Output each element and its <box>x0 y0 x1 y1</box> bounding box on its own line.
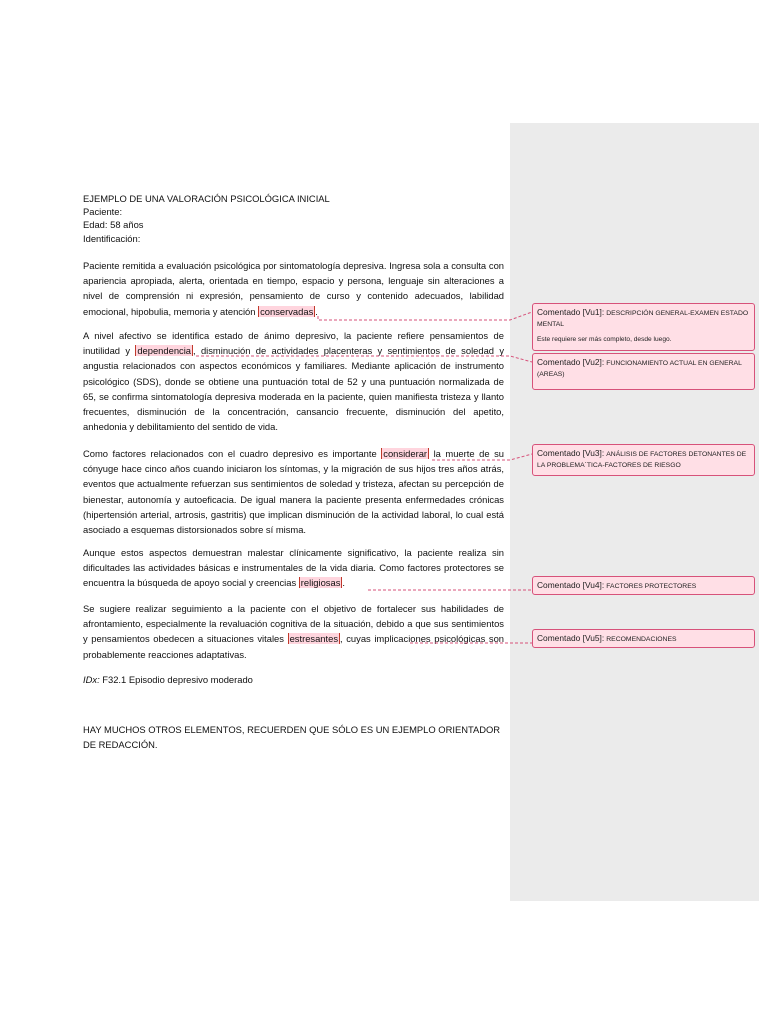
comment-description: FACTORES PROTECTORES <box>606 583 697 590</box>
paragraph-text: Se sugiere realizar seguimiento a la paciente con el objetivo de fortalecer sus habilidades de afrontamiento, especialmente la revaluación cognitiva de la situación, debido a que sus sentimientos y pensamientos obedecen a situaciones vitales <box>83 603 504 645</box>
comment-label: Comentado [Vu4]: <box>537 580 605 590</box>
diagnosis-text: F32.1 Episodio depresivo moderado <box>99 674 253 685</box>
comment-vu4[interactable] <box>532 576 755 595</box>
closing-note-text: HAY MUCHOS OTROS ELEMENTOS, RECUERDEN QUE SÓLO ES UN EJEMPLO ORIENTADOR DE REDACCIÓN. <box>83 724 501 750</box>
paragraph-text: , disminución de actividades placenteras y sentimientos de soledad y angustia relacionados con aspectos económicos y familiares. Mediante aplicación de instrumento psicológico (SDS), donde se obtiene una puntuación total de 52 y una puntuación normalizada de 65, se confirma sintomatología depresiva moderada en la paciente, quien manifiesta tristeza y llanto frecuentes, disminución de la concentración, cansancio frecuente, disminución del apetito, anhedonia y debilitamiento del sentido de vida. <box>83 345 505 433</box>
closing-note <box>83 722 504 752</box>
comment-label: Comentado [Vu5]: <box>537 633 605 643</box>
comment-vu5[interactable] <box>532 629 755 648</box>
age-line: Edad: 58 años <box>83 219 144 231</box>
paragraph-affective <box>83 328 504 434</box>
comment-label: Comentado [Vu3]: <box>537 448 605 458</box>
paragraph-recommendations <box>83 601 504 662</box>
comment-extra: Este requiere ser más completo, desde luego. <box>537 336 672 343</box>
paragraph-text: la muerte de su cónyuge hace cinco años cuando iniciaron los síntomas, y la migración de sus hijos tres años atrás, eventos que actualmente refuerzan sus sentimientos de soledad y tristeza, afectan su percepción de bienestar, autonomía y autoeficacia. De igual manera la paciente presenta enfermedades crónicas (hipertensión arterial, artrosis, gastritis) que implican disminución de la actividad laboral, lo cual está asociado a esquemas distorsionados sobre sí misma. <box>83 448 504 536</box>
comment-anchor-vu3[interactable]: considerar <box>383 448 428 459</box>
paragraph-text: Como factores relacionados con el cuadro depresivo es importante <box>83 448 382 459</box>
comment-anchor-vu1[interactable]: conservadas <box>260 305 314 317</box>
comments-margin-pane <box>510 123 759 901</box>
paragraph-text: Aunque estos aspectos demuestran malestar clínicamente significativo, la paciente realiza sin dificultades las actividades básicas e instrumentales de la vida diaria. Como factores protectores se encuentra la búsqueda de apoyo social y creencias <box>83 547 504 589</box>
comment-description: DESCRIPCIÓN GENERAL-EXAMEN ESTADO MENTAL <box>537 310 749 328</box>
document-heading <box>83 192 504 245</box>
paragraph-risk-factors <box>83 446 504 537</box>
comment-vu2[interactable] <box>532 353 755 390</box>
paragraph-text: . <box>342 577 345 589</box>
paragraph-text: A nivel afectivo se identifica estado de ánimo depresivo, la paciente refiere pensamientos de inutilidad y <box>83 330 504 357</box>
comment-anchor-vu2[interactable]: dependencia <box>137 345 192 357</box>
paragraph-text: , cuyas implicaciones psicológicas son probablemente reacciones adaptativas. <box>83 633 504 660</box>
comment-label: Comentado [Vu2]: <box>537 357 605 367</box>
document-title: EJEMPLO DE UNA VALORACIÓN PSICOLÓGICA INICIAL <box>83 193 330 204</box>
diagnosis-label: IDx: <box>83 674 100 685</box>
paragraph-mental-exam <box>83 258 504 319</box>
comment-anchor-vu5[interactable]: estresantes <box>289 633 339 645</box>
paragraph-text: Paciente remitida a evaluación psicológica por sintomatología depresiva. Ingresa sola a consulta con apariencia apropiada, alerta, orientada en tiempo, espacio y persona, lenguaje sin alteraciones a nivel de comprensión ni expresión, pensamiento de curso y contenido adecuados, labilidad emocional, hipobulia, memoria y atención <box>83 260 504 317</box>
comment-vu1[interactable] <box>532 303 755 351</box>
diagnosis-line <box>83 672 504 687</box>
comment-description: RECOMENDACIONES <box>606 636 677 643</box>
identification-line: Identificación: <box>83 232 141 244</box>
paragraph-protective <box>83 545 504 591</box>
comment-label: Comentado [Vu1]: <box>537 307 605 317</box>
patient-line: Paciente: <box>83 206 123 218</box>
comment-anchor-vu4[interactable]: religiosas <box>300 577 341 589</box>
comment-description: FUNCIONAMIENTO ACTUAL EN GENERAL (AREAS) <box>537 360 742 378</box>
paragraph-text: . <box>315 305 318 317</box>
comment-vu3[interactable] <box>532 444 755 476</box>
comment-description: ANÁLISIS DE FACTORES DETONANTES DE LA PROBLEMA´TICA-FACTORES DE RIESGO <box>537 451 747 469</box>
